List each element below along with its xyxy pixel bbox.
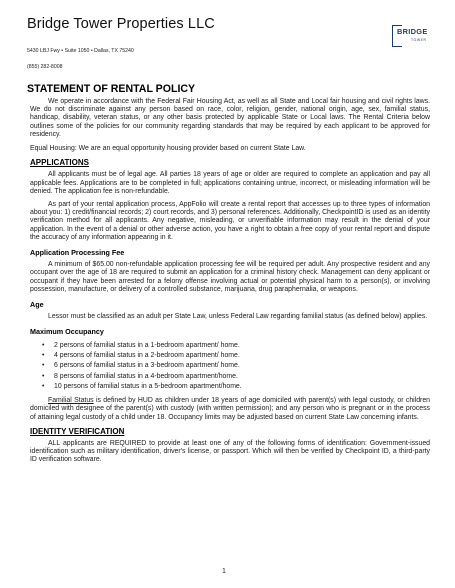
applications-paragraph-2: As part of your rental application process, AppFolio will create a rental report that accesses up to three types of information about you: 1) credit/financial records; 2) court records, and 3) personal references. Additionally, CheckpointID is used as an identity verification method for all applicants. Any negative, misleading, or unverifiable information may result in the denial of your application. In the event of a denial or other adverse action, you have a right to obtain a free copy of your rental report and dispute the accuracy of any information appearing in it.: [30, 201, 430, 241]
fee-paragraph: A minimum of $65.00 non-refundable application processing fee will be required per adult. Any prospective resident and any occupant over the age of 18 are required to submit an application for a criminal history check. Management can deny applicant or occupant if they have been arrested for a felony offense involving actual or potential physical harm to a person(s), or involving possession, manufacture, or delivery of a controlled substance, marijuana, drug paraphernalia, or weapons.: [30, 261, 430, 293]
logo-sub-text: TOWER: [411, 38, 427, 42]
intro-paragraph: We operate in accordance with the Federal Fair Housing Act, as well as all State and Local fair housing and civil rights laws. We do not discriminate against any person based on race, color, religion, gender, national origin, age, sex, familial status, handicap, disability, veteran status, or any other basis protected by applicable State or Local laws. The Rental Criteria below outlines some of the policies for our community regarding standards that may be required by each applicant to be approved for residency.: [30, 98, 430, 138]
familial-status-term: Familial Status: [48, 397, 94, 405]
occupancy-list: [30, 341, 430, 392]
page-number: 1: [222, 568, 226, 575]
list-item: • 10 persons of familial status in a 5-bedroom apartment/home.: [42, 382, 242, 390]
list-item: • 4 persons of familial status in a 2-bedroom apartment/ home.: [42, 351, 240, 359]
age-heading: Age: [30, 300, 44, 310]
page-title: STATEMENT OF RENTAL POLICY: [27, 83, 196, 95]
list-item: • 2 persons of familial status in a 1-bedroom apartment/ home.: [42, 341, 240, 349]
age-paragraph: Lessor must be classified as an adult per State Law, unless Federal Law regarding familial status (as defined below) applies.: [48, 313, 428, 321]
policy-body: [30, 98, 430, 465]
occupancy-heading: Maximum Occupancy: [30, 327, 104, 337]
equal-housing-statement: Equal Housing: We are an equal opportunity housing provider based on current State Law.: [30, 145, 306, 153]
bridge-tower-logo: [392, 25, 434, 47]
company-address: 5430 LBJ Fwy • Suite 1050 • Dallas, TX 75240: [27, 48, 134, 54]
list-item: • 8 persons of familial status in a 4-bedroom apartment/home.: [42, 372, 238, 380]
identity-paragraph: ALL applicants are REQUIRED to provide at least one of any of the following forms of identification: Government-issued identification such as military identification, driver's license, or passport. Which will then be verified by Checkpoint ID, a third-party ID verification software.: [30, 439, 430, 464]
logo-main-text: BRIDGE: [397, 27, 428, 36]
company-phone: (855) 282-8008: [27, 64, 63, 70]
applications-heading: APPLICATIONS: [30, 158, 89, 168]
company-name: Bridge Tower Properties LLC: [27, 16, 215, 32]
applications-paragraph-1: All applicants must be of legal age. All parties 18 years of age or older are required to complete an application and pay all applicable fees. Applications are to be completed in full; applications containing untrue, incorrect, or misleading information will be denied. The application fee is non-refundable.: [30, 171, 430, 195]
familial-status-paragraph: Familial Status is defined by HUD as children under 18 years of age domiciled with parent(s) with legal custody, or children domiciled with designee of the parent(s) with custody (with written permission); and any person who is pregnant or in the process of attaining legal custody of a child under 18. Occupancy limits may be adjusted based on current State Law concerning infants.: [30, 397, 430, 421]
identity-heading: IDENTITY VERIFICATION: [30, 426, 125, 436]
fee-heading: Application Processing Fee: [30, 248, 125, 258]
list-item: • 6 persons of familial status in a 3-bedroom apartment/ home.: [42, 362, 240, 370]
